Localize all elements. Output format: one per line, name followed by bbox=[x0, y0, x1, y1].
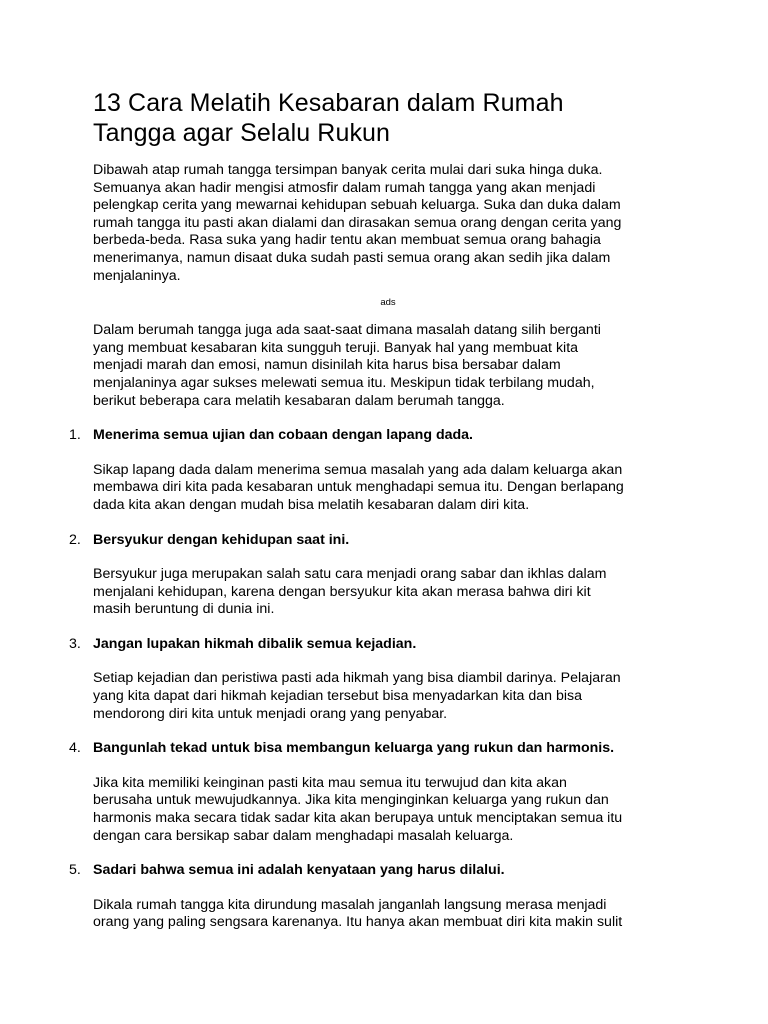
intro-line: menerimanya, namun disaat duka sudah pasti semua orang akan sedih jika dalam bbox=[93, 249, 611, 266]
list-number: 2. bbox=[69, 531, 81, 548]
second-line: Dalam berumah tangga juga ada saat-saat dimana masalah datang silih berganti bbox=[93, 322, 601, 339]
list-body-line: masih beruntung di dunia ini. bbox=[93, 601, 275, 618]
list-body-line: membawa diri kita pada kesabaran untuk menghadapi semua itu. Dengan berlapang bbox=[93, 479, 624, 496]
intro-line: Semuanya akan hadir mengisi atmosfir dalam rumah tangga yang akan menjadi bbox=[93, 179, 596, 196]
title-line-1: 13 Cara Melatih Kesabaran dalam Rumah bbox=[93, 89, 564, 117]
list-body bbox=[93, 775, 683, 845]
list-body-line: Jika kita memiliki keinginan pasti kita mau semua itu terwujud dan kita akan bbox=[93, 774, 567, 791]
list-body-line: Dikala rumah tangga kita dirundung masalah janganlah langsung merasa menjadi bbox=[93, 896, 607, 913]
list-body-line: dengan cara bersikap sabar dalam menghadapi masalah keluarga. bbox=[93, 827, 514, 844]
second-line: menjalaninya agar sukses melewati semua itu. Meskipun tidak terbilang mudah, bbox=[93, 374, 595, 391]
list-body-line: menjalani kehidupan, karena dengan bersyukur kita akan merasa bahwa diri kit bbox=[93, 583, 591, 600]
list-body-line: berusaha untuk mewujudkannya. Jika kita menginginkan keluarga yang rukun dan bbox=[93, 792, 609, 809]
list-heading: Jangan lupakan hikmah dibalik semua kejadian. bbox=[93, 635, 417, 652]
list-item-5 bbox=[69, 862, 683, 932]
list-body-line: orang yang paling sengsara karenanya. Itu hanya akan membuat diri kita makin sulit bbox=[93, 914, 623, 931]
list-item-2 bbox=[69, 531, 683, 619]
title-line-2: Tangga agar Selalu Rukun bbox=[93, 119, 391, 147]
second-paragraph bbox=[93, 322, 683, 410]
list-heading: Bangunlah tekad untuk bisa membangun keluarga yang rukun dan harmonis. bbox=[93, 740, 615, 757]
ads-label: ads bbox=[380, 297, 396, 309]
list-body-line: harmonis maka secara tidak sadar kita akan berupaya untuk menciptakan semua itu bbox=[93, 810, 623, 827]
list-body-line: Bersyukur juga merupakan salah satu cara menjadi orang sabar dan ikhlas dalam bbox=[93, 566, 607, 583]
list-item-4 bbox=[69, 740, 683, 845]
intro-line: rumah tangga itu pasti akan dialami dan dirasakan semua orang dengan cerita yang bbox=[93, 214, 622, 231]
list-body-line: yang kita dapat dari hikmah kejadian tersebut bisa menyadarkan kita dan bisa bbox=[93, 688, 582, 705]
list-heading: Bersyukur dengan kehidupan saat ini. bbox=[93, 531, 350, 548]
list-heading: Menerima semua ujian dan cobaan dengan lapang dada. bbox=[93, 427, 474, 444]
list-body-line: Setiap kejadian dan peristiwa pasti ada hikmah yang bisa diambil darinya. Pelajaran bbox=[93, 670, 621, 687]
intro-line: pelengkap cerita yang mewarnai kehidupan sebuah keluarga. Suka dan duka dalam bbox=[93, 197, 621, 214]
list-heading: Sadari bahwa semua ini adalah kenyataan yang harus dilalui. bbox=[93, 862, 505, 879]
list-body-line: mendorong diri kita untuk menjadi orang yang penyabar. bbox=[93, 705, 448, 722]
list-body bbox=[93, 462, 683, 515]
intro-line: berbeda-beda. Rasa suka yang hadir tentu akan membuat semua orang bahagia bbox=[93, 232, 601, 249]
list-item-1 bbox=[69, 427, 683, 514]
list-body-line: dada kita akan dengan mudah bisa melatih kesabaran dalam diri kita. bbox=[93, 496, 530, 513]
list-body bbox=[93, 670, 683, 723]
list-item-3 bbox=[69, 635, 683, 723]
second-line: menjadi marah dan emosi, namun disinilah kita harus bisa bersabar dalam bbox=[93, 357, 561, 374]
list-body bbox=[93, 897, 683, 932]
list-body-line: Sikap lapang dada dalam menerima semua masalah yang ada dalam keluarga akan bbox=[93, 461, 623, 478]
document-title bbox=[93, 88, 683, 148]
second-line: berikut beberapa cara melatih kesabaran dalam berumah tangga. bbox=[93, 392, 505, 409]
second-line: yang membuat kesabaran kita sungguh teruji. Banyak hal yang membuat kita bbox=[93, 339, 579, 356]
intro-line: menjalaninya. bbox=[93, 267, 181, 284]
document-page bbox=[69, 88, 683, 932]
list-number: 5. bbox=[69, 862, 81, 879]
intro-paragraph bbox=[93, 162, 683, 285]
list-number: 3. bbox=[69, 635, 81, 652]
list-number: 1. bbox=[69, 427, 81, 444]
intro-line: Dibawah atap rumah tangga tersimpan banyak cerita mulai dari suka hinga duka. bbox=[93, 162, 603, 178]
list-body bbox=[93, 566, 683, 619]
list-number: 4. bbox=[69, 740, 81, 757]
